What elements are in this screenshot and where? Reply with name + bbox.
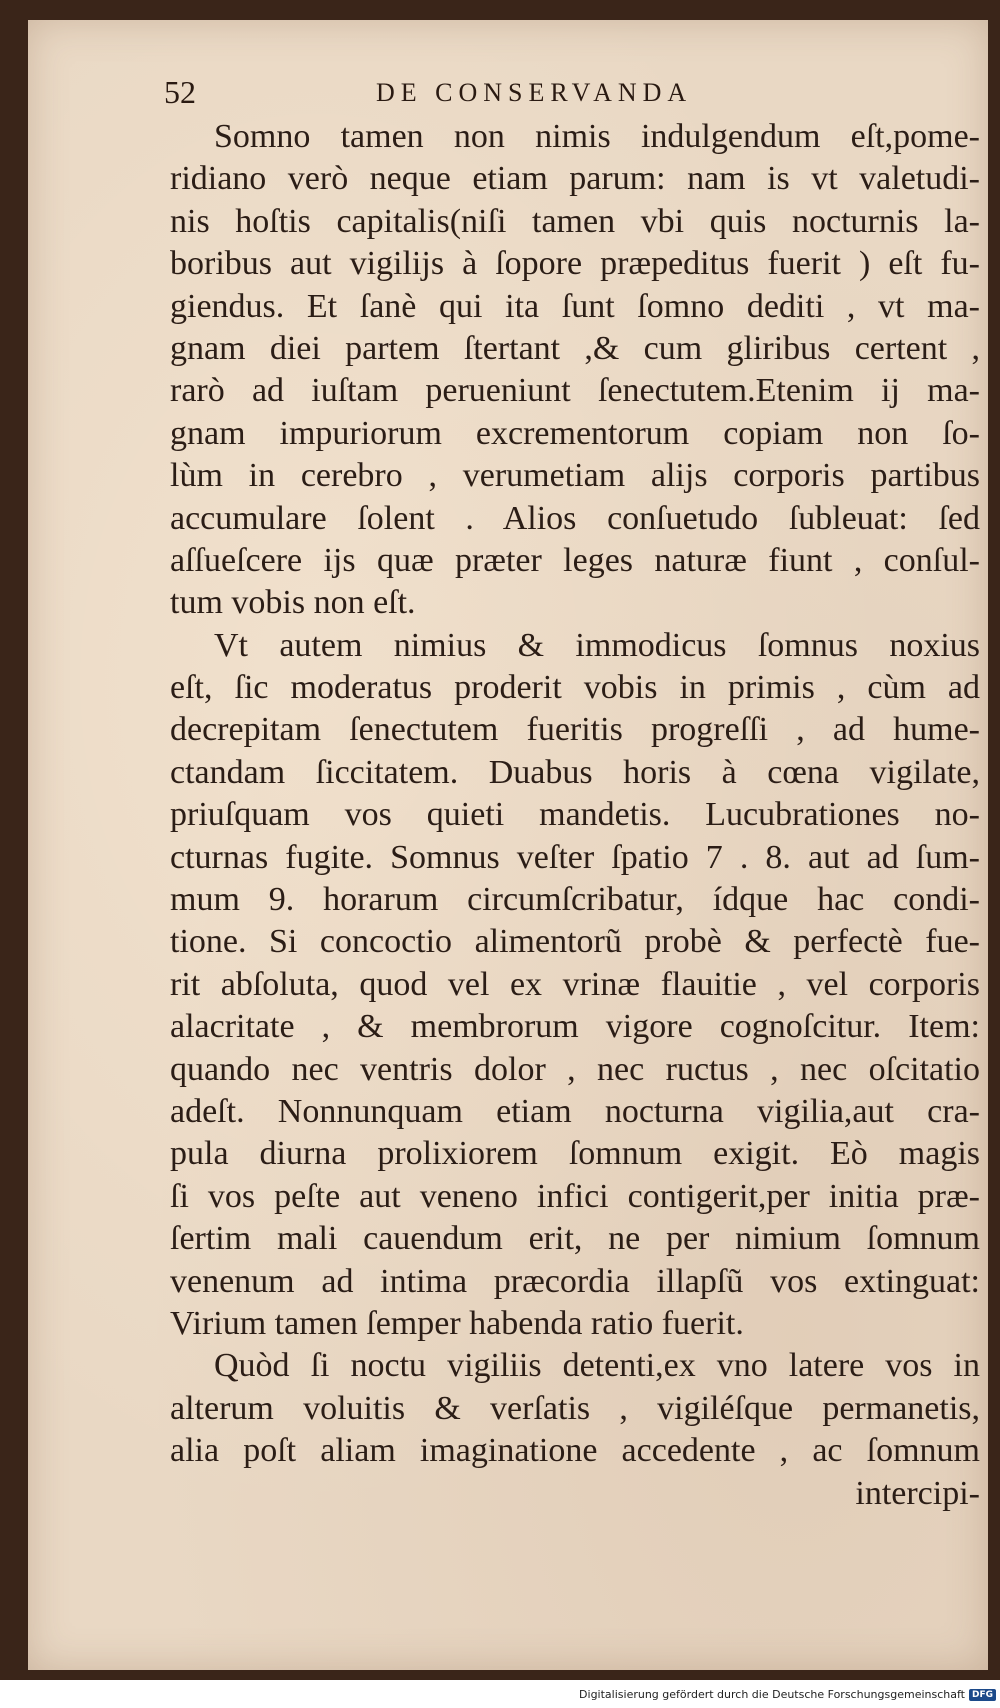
credit-text: Digitalisierung gefördert durch die Deutsche Forschungsgemeinschaft	[579, 1688, 965, 1701]
text-line: accumulare ſolent . Alios conſuetudo ſubleuat: ſed	[170, 499, 980, 537]
text-line: tum vobis non eſt.	[170, 584, 416, 622]
text-line: alterum voluitis & verſatis , vigiléſque permanetis,	[170, 1389, 980, 1427]
text-line: tione. Si concoctio alimentorũ probè & perfectè fue-	[170, 923, 980, 961]
text-line: pula diurna prolixiorem ſomnum exigit. Eò magis	[170, 1135, 980, 1173]
text-line: ſertim mali cauendum erit, ne per nimium ſomnum	[170, 1220, 980, 1258]
digitization-credit	[579, 1688, 996, 1701]
text-line: venenum ad intima præcordia illapſũ vos extinguat:	[170, 1262, 980, 1300]
text-line: Somno tamen non nimis indulgendum eſt,pome-	[214, 118, 980, 155]
text-line: eſt, ſic moderatus proderit vobis in primis , cùm ad	[170, 669, 980, 707]
text-line: gnam impuriorum excrementorum copiam non ſo-	[170, 414, 980, 452]
text-line: gnam diei partem ſtertant ,& cum gliribus certent ,	[170, 329, 980, 367]
text-line: cturnas fugite. Somnus veſter ſpatio 7 . 8. aut ad ſum-	[170, 838, 980, 876]
page-number: 52	[164, 74, 196, 110]
text-line: Virium tamen ſemper habenda ratio fuerit.	[170, 1304, 744, 1342]
text-line: boribus aut vigilijs à ſopore præpeditus fuerit ) eſt fu-	[170, 245, 980, 283]
text-line: alacritate , & membrorum vigore cognoſcitur. Item:	[170, 1008, 980, 1046]
text-line: Quòd ſi noctu vigiliis detenti,ex vno latere vos in	[214, 1347, 980, 1385]
text-line: adeſt. Nonnunquam etiam nocturna vigilia,aut cra-	[170, 1092, 980, 1130]
text-line: lùm in cerebro , verumetiam alijs corporis partibus	[170, 457, 980, 495]
text-line: ridiano verò neque etiam parum: nam is vt valetudi-	[170, 160, 980, 198]
text-line: ctandam ſiccitatem. Duabus horis à cœna vigilate,	[170, 753, 980, 791]
text-line: aſſueſcere ijs quæ præter leges naturæ fiunt , conſul-	[170, 541, 980, 579]
text-line: Vt autem nimius & immodicus ſomnus noxius	[214, 626, 980, 664]
book-page	[28, 20, 988, 1670]
page-header	[164, 74, 744, 118]
dfg-logo-icon: DFG	[969, 1689, 996, 1701]
text-line: alia poſt aliam imaginatione accedente , ac ſomnum	[170, 1432, 980, 1470]
text-line: mum 9. horarum circumſcribatur, ídque hac condi-	[170, 881, 980, 919]
text-line: giendus. Et ſanè qui ita ſunt ſomno dediti , vt ma-	[170, 287, 980, 325]
text-line: nis hoſtis capitalis(niſi tamen vbi quis nocturnis la-	[170, 202, 980, 240]
text-line: intercipi-	[855, 1474, 980, 1512]
text-line: decrepitam ſenectutem fueritis progreſſi , ad hume-	[170, 711, 980, 749]
text-line: priuſquam vos quieti mandetis. Lucubrationes no-	[170, 796, 980, 834]
text-line: rit abſoluta, quod vel ex vrinæ flauitie , vel corporis	[170, 965, 980, 1003]
text-line: quando nec ventris dolor , nec ructus , nec oſcitatio	[170, 1050, 980, 1088]
text-line: rarò ad iuſtam perueniunt ſenectutem.Etenim ij ma-	[170, 372, 980, 410]
text-line: ſi vos peſte aut veneno infici contigerit,per initia præ-	[170, 1177, 980, 1215]
running-title: DE CONSERVANDA	[376, 78, 693, 107]
body-text	[170, 116, 980, 1515]
